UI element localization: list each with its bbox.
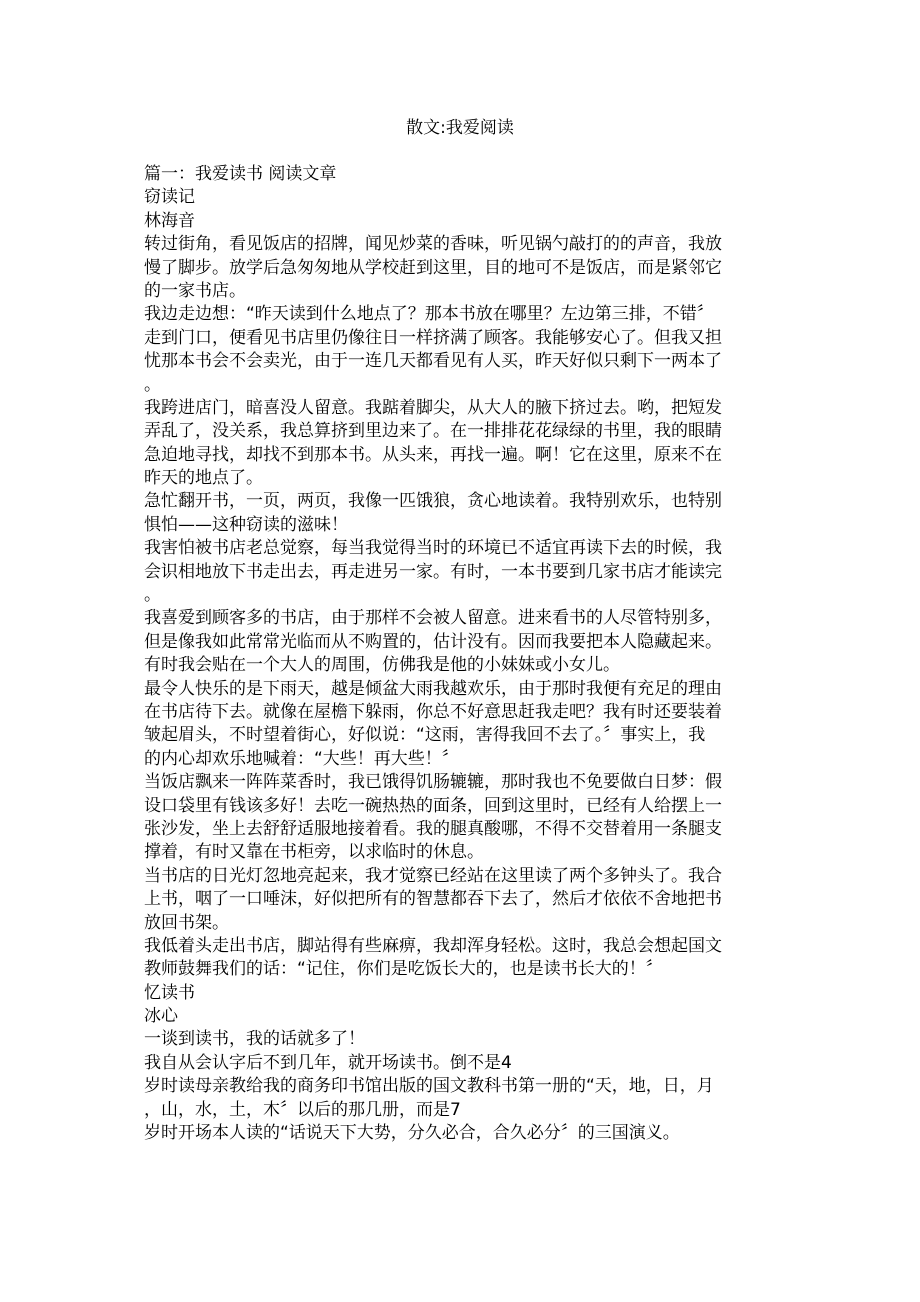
text-line: 我低着头走出书店，脚站得有些麻痹，我却浑身轻松。这时，我总会想起国文: [144, 935, 722, 956]
text-line: 放回书架。: [144, 912, 229, 933]
text-line: 窃读记: [144, 187, 195, 208]
text-line: 一谈到读书，我的话就多了！: [144, 1029, 365, 1050]
text-line: 忧那本书会不会卖光，由于一连几天都看见有人买，昨天好似只剩下一两本了: [144, 351, 722, 372]
document-title: 散文:我爱阅读: [406, 118, 514, 138]
text-line: 。: [144, 374, 161, 395]
text-line: 我喜爱到顾客多的书店，由于那样不会被人留意。进来看书的人尽管特别多，: [144, 608, 722, 629]
text-line: 急迫地寻找，却找不到那本书。从头来，再找一遍。啊！它在这里，原来不在: [144, 444, 722, 465]
text-line: 张沙发，坐上去舒舒适服地接着看。我的腿真酸哪，不得不交替着用一条腿支: [144, 818, 722, 839]
text-line: 慢了脚步。放学后急匆匆地从学校赶到这里，目的地可不是饭店，而是紧邻它: [144, 257, 722, 278]
document-body: [144, 163, 784, 1145]
text-line: 当饭店飘来一阵阵菜香时，我已饿得饥肠辘辘，那时我也不免要做白日梦：假: [144, 772, 722, 793]
text-line: 我跨进店门，暗喜没人留意。我踮着脚尖，从大人的腋下挤过去。哟，把短发: [144, 397, 722, 418]
text-line: 冰心: [144, 1006, 178, 1027]
text-line: 弄乱了，没关系，我总算挤到里边来了。在一排排花花绿绿的书里，我的眼睛: [144, 421, 722, 442]
text-line: 皱起眉头，不时望着街心，好似说：“这雨，害得我回不去了。〞事实上，我: [144, 725, 706, 746]
text-line: 在书店待下去。就像在屋檐下躲雨，你总不好意思赶我走吧？我有时还要装着: [144, 701, 722, 722]
text-line: 走到门口，便看见书店里仍像往日一样挤满了顾客。我能够安心了。但我又担: [144, 327, 722, 348]
text-line: 急忙翻开书，一页，两页，我像一匹饿狼，贪心地读着。我特别欢乐，也特别: [144, 491, 722, 512]
text-line: 撑着，有时又靠在书柜旁，以求临时的休息。: [144, 842, 484, 863]
text-line: 林海音: [144, 210, 195, 231]
text-line: 惧怕——这种窃读的滋味！: [144, 514, 348, 535]
text-line: 的内心却欢乐地喊着：“大些！再大些！〞: [144, 748, 459, 769]
text-line: 教师鼓舞我们的话：“记住，你们是吃饭长大的，也是读书长大的！〞: [144, 959, 663, 980]
text-line: 昨天的地点了。: [144, 468, 263, 489]
text-line: 会识相地放下书走出去，再走进另一家。有时，一本书要到几家书店才能读完: [144, 561, 722, 582]
text-line: 。: [144, 585, 161, 606]
text-line: 岁时开场本人读的“话说天下大势，分久必合，合久必分〞的三国演义。: [144, 1123, 680, 1144]
text-line: 最令人快乐的是下雨天，越是倾盆大雨我越欢乐，由于那时我便有充足的理由: [144, 678, 722, 699]
text-line: 忆读书: [144, 982, 195, 1003]
text-line: 当书店的日光灯忽地亮起来，我才觉察已经站在这里读了两个多钟头了。我合: [144, 865, 722, 886]
text-line: 上书，咽了一口唾沫，好似把所有的智慧都吞下去了，然后才依依不舍地把书: [144, 889, 722, 910]
text-line: 我边走边想：“昨天读到什么地点了？那本书放在哪里？左边第三排，不错〞: [144, 304, 714, 325]
text-line: 我自从会认字后不到几年，就开场读书。倒不是4: [144, 1052, 512, 1073]
text-line: 转过街角，看见饭店的招牌，闻见炒菜的香味，听见锅勺敲打的的声音，我放: [144, 234, 722, 255]
text-line: 设口袋里有钱该多好！去吃一碗热热的面条，回到这里时，已经有人给摆上一: [144, 795, 722, 816]
text-line: 的一家书店。: [144, 280, 246, 301]
text-line: ，山，水，土，木〞以后的那几册，而是7: [144, 1099, 461, 1120]
text-line: 但是像我如此常常光临而从不购置的，估计没有。因而我要把本人隐藏起来。: [144, 631, 722, 652]
text-line: 岁时读母亲教给我的商务印书馆出版的国文教科书第一册的“天，地，日，月: [144, 1076, 714, 1097]
text-line: 篇一：我爱读书 阅读文章: [144, 164, 337, 184]
text-line: 有时我会贴在一个大人的周围，仿佛我是他的小妹妹或小女儿。: [144, 655, 620, 676]
text-line: 我害怕被书店老总觉察，每当我觉得当时的环境已不适宜再读下去的时候，我: [144, 538, 722, 559]
